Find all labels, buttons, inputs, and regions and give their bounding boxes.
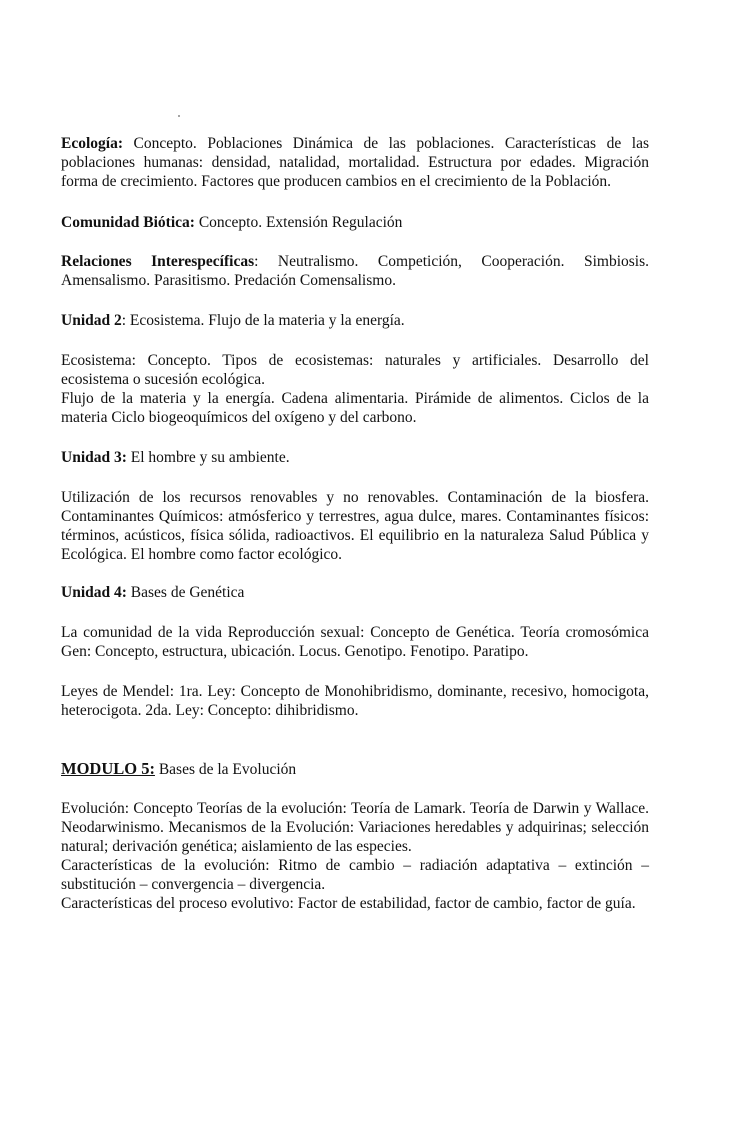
- unidad-4-paragraph: [61, 583, 649, 602]
- unidad-3-heading: Unidad 3:: [61, 449, 127, 466]
- unidad-3-paragraph: [61, 448, 649, 467]
- comunidad-biotica-heading: Comunidad Biótica:: [61, 214, 195, 231]
- evolucion-paragraph: Evolución: Concepto Teorías de la evolución: Teoría de Lamark. Teoría de Darwin y Wallace. Neodarwinismo. Mecanismos de la Evolución: Variaciones heredables y adquirinas; selección natural; derivación genética; aislamiento de las especies.: [61, 800, 649, 855]
- flujo-paragraph: Flujo de la materia y la energía. Cadena alimentaria. Pirámide de alimentos. Ciclos de la materia Ciclo biogeoquímicos del oxígeno y del carbono.: [61, 390, 649, 426]
- unidad-2-heading: Unidad 2: [61, 312, 122, 329]
- genetica-paragraph: La comunidad de la vida Reproducción sexual: Concepto de Genética. Teoría cromosómica Gen: Concepto, estructura, ubicación. Locus. Genotipo. Fenotipo. Paratipo.: [61, 624, 649, 660]
- modulo-5-text: Bases de la Evolución: [154, 761, 297, 778]
- unidad-4-text: Bases de Genética: [126, 584, 245, 601]
- ecosistema-block: [61, 351, 649, 427]
- ecologia-paragraph: [61, 134, 649, 191]
- document-body: [61, 134, 649, 913]
- ecologia-heading: Ecología:: [61, 135, 123, 152]
- comunidad-biotica-text: Concepto. Extensión Regulación: [194, 214, 403, 231]
- mendel-paragraph: Leyes de Mendel: 1ra. Ley: Concepto de Monohibridismo, dominante, recesivo, homocigota, heterocigota. 2da. Ley: Concepto: dihibridismo.: [61, 683, 649, 719]
- recursos-paragraph: Utilización de los recursos renovables y no renovables. Contaminación de la biosfera. Contaminantes Químicos: atmósferico y terrestres, agua dulce, mares. Contaminantes físicos: términos, acústicos, física sólida, radioactivos. El equilibrio en la naturaleza Salud Pública y Ecológica. El hombre como factor ecológico.: [61, 489, 649, 563]
- caracteristicas-evolucion-paragraph: Características de la evolución: Ritmo de cambio – radiación adaptativa – extinción – substitución – convergencia – divergencia.: [61, 857, 649, 893]
- ecosistema-paragraph: Ecosistema: Concepto. Tipos de ecosistemas: naturales y artificiales. Desarrollo del ecosistema o sucesión ecológica.: [61, 352, 649, 388]
- unidad-4-heading: Unidad 4:: [61, 584, 127, 601]
- modulo-5-heading: MODULO 5:: [61, 759, 155, 778]
- unidad-2-paragraph: [61, 311, 649, 330]
- unidad-3-text: El hombre y su ambiente.: [126, 449, 290, 466]
- proceso-evolutivo-paragraph: Características del proceso evolutivo: Factor de estabilidad, factor de cambio, factor de guía.: [61, 895, 636, 912]
- unidad-2-text: : Ecosistema. Flujo de la materia y la energía.: [121, 312, 405, 329]
- relaciones-text: : Neutralismo. Competición, Cooperación. Simbiosis. Amensalismo. Parasitismo. Predación Comensalismo.: [61, 253, 649, 289]
- relaciones-paragraph: [61, 252, 649, 290]
- evolucion-block: [61, 799, 649, 913]
- ecologia-text: Concepto. Poblaciones Dinámica de las poblaciones. Características de las poblaciones humanas: densidad, natalidad, mortalidad. Estructura por edades. Migración forma de crecimiento. Factores que producen cambios en el crecimiento de la Población.: [61, 135, 649, 190]
- relaciones-heading: Relaciones Interespecíficas: [61, 253, 255, 270]
- scan-speck: [178, 115, 180, 117]
- modulo-5-paragraph: [61, 759, 649, 779]
- comunidad-biotica-paragraph: [61, 213, 649, 232]
